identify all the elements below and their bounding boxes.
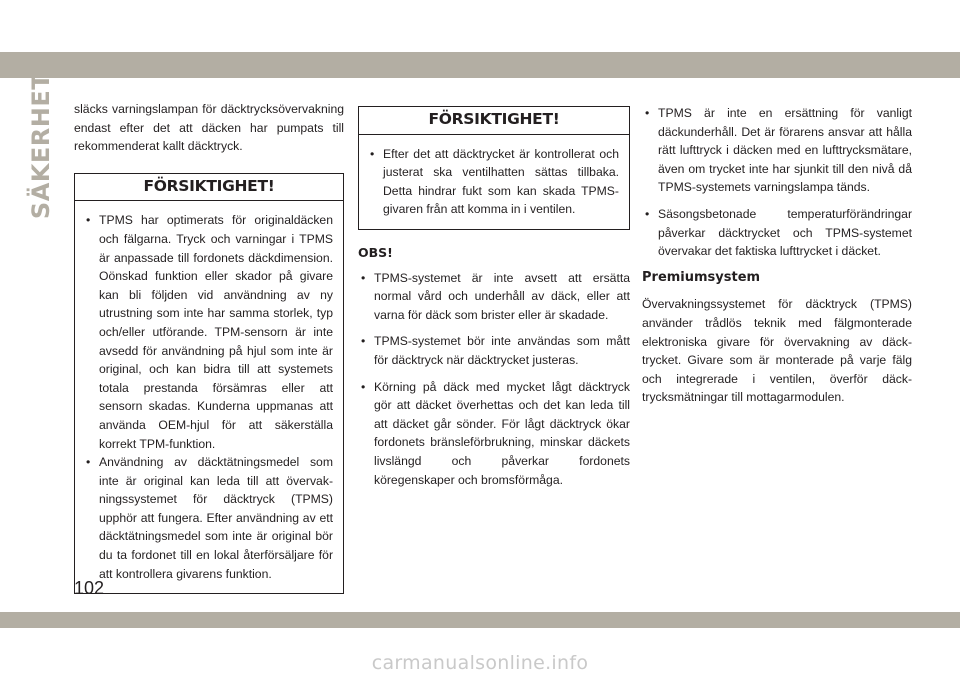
caution-box-1	[74, 173, 344, 594]
list-item: • Körning på däck med mycket lågt däcktryck gör att däcket överhettas och det kan leda till att däcket går sönder. För lågt däcktryck ökar fordonets bränsleförbrukning, minskar däckets livslängd och påverkar fordonets köregenskaper och bromsförmåga.	[358, 378, 630, 490]
page-number: 102	[74, 578, 105, 598]
premium-system-heading: Premiumsystem	[642, 269, 761, 285]
intro-paragraph: släcks varningslampan för däcktrycksövervakning endast efter det att däcken har pumpats till rekommenderat kallt däcktryck.	[74, 102, 344, 154]
column-2	[358, 106, 630, 497]
list-item: • Användning av däcktätningsmedel som inte är original kan leda till att övervakningssystemet för däcktryck (TPMS) upphör att fungera. Efter användning av ett däcktätningsmedel som inte är original bör du ta fordonet till en lokal återförsäljare för att kontrollera givarens funktion.	[83, 453, 333, 583]
list-item: • TPMS-systemet bör inte användas som mått för däcktryck när däcktrycket justeras.	[358, 332, 630, 369]
column-3	[642, 104, 912, 407]
watermark: carmanualsonline.info	[371, 652, 589, 674]
caution-title-1: FÖRSIKTIGHET!	[75, 174, 343, 202]
column-1	[74, 100, 344, 594]
section-tab	[18, 72, 64, 220]
list-item: • TPMS har optimerats för originaldäcken och fälgarna. Tryck och varningar i TPMS är anpassade till fordonets däckdimension. Oönskad funktion eller skador på givare kan bli följden vid användning av ny utrustning som inte har samma storlek, typ och/eller utförande. TPM-sensorn är inte avsedd för användning på hjul som inte är original, och kan bidra till att systemets totala prestanda försämras eller att sensorn skadas. Kunderna uppmanas att använda OEM-hjul för att säkerställa korrekt TPM-funktion.	[83, 211, 333, 453]
caution-list-1	[83, 211, 333, 583]
caution-list-2	[367, 145, 619, 219]
caution-title-2: FÖRSIKTIGHET!	[359, 107, 629, 135]
list-item: • Säsongsbetonade temperaturförändringar påverkar däcktrycket och TPMS-systemet övervakar det faktiska lufttrycket i däcket.	[642, 205, 912, 261]
section-tab-label: SÄKERHET	[27, 72, 55, 220]
footer-band	[0, 612, 960, 628]
list-item: • TPMS är inte en ersättning för vanligt däckunderhåll. Det är förarens ansvar att hålla rätt lufttryck i däcken med en lufttrycksmätare, även om trycket inte har sjunkit till den nivå då TPMS-systemets varningslampa tänds.	[642, 104, 912, 197]
list-item: • TPMS-systemet är inte avsett att ersätta normal vård och underhåll av däck, eller att varna för däck som brister eller är skadade.	[358, 269, 630, 325]
notes-list	[642, 104, 912, 261]
premium-system-paragraph: Övervakningssystemet för däcktryck (TPMS) använder trådlös teknik med fälgmonterade elektroniska givare för övervakning av däcktrycket. Givare som är monterade på varje fälg och integrerade i ventilen, överför däcktrycksmätningar till mottagarmodulen.	[642, 297, 912, 405]
header-band	[0, 52, 960, 78]
obs-list	[358, 269, 630, 490]
obs-heading: OBS!	[358, 244, 393, 260]
caution-box-2	[358, 106, 630, 230]
list-item: • Efter det att däcktrycket är kontrollerat och justerat ska ventilhatten sättas tillbaka. Detta hindrar fukt som kan skada TPMS-givaren från att komma in i ventilen.	[367, 145, 619, 219]
